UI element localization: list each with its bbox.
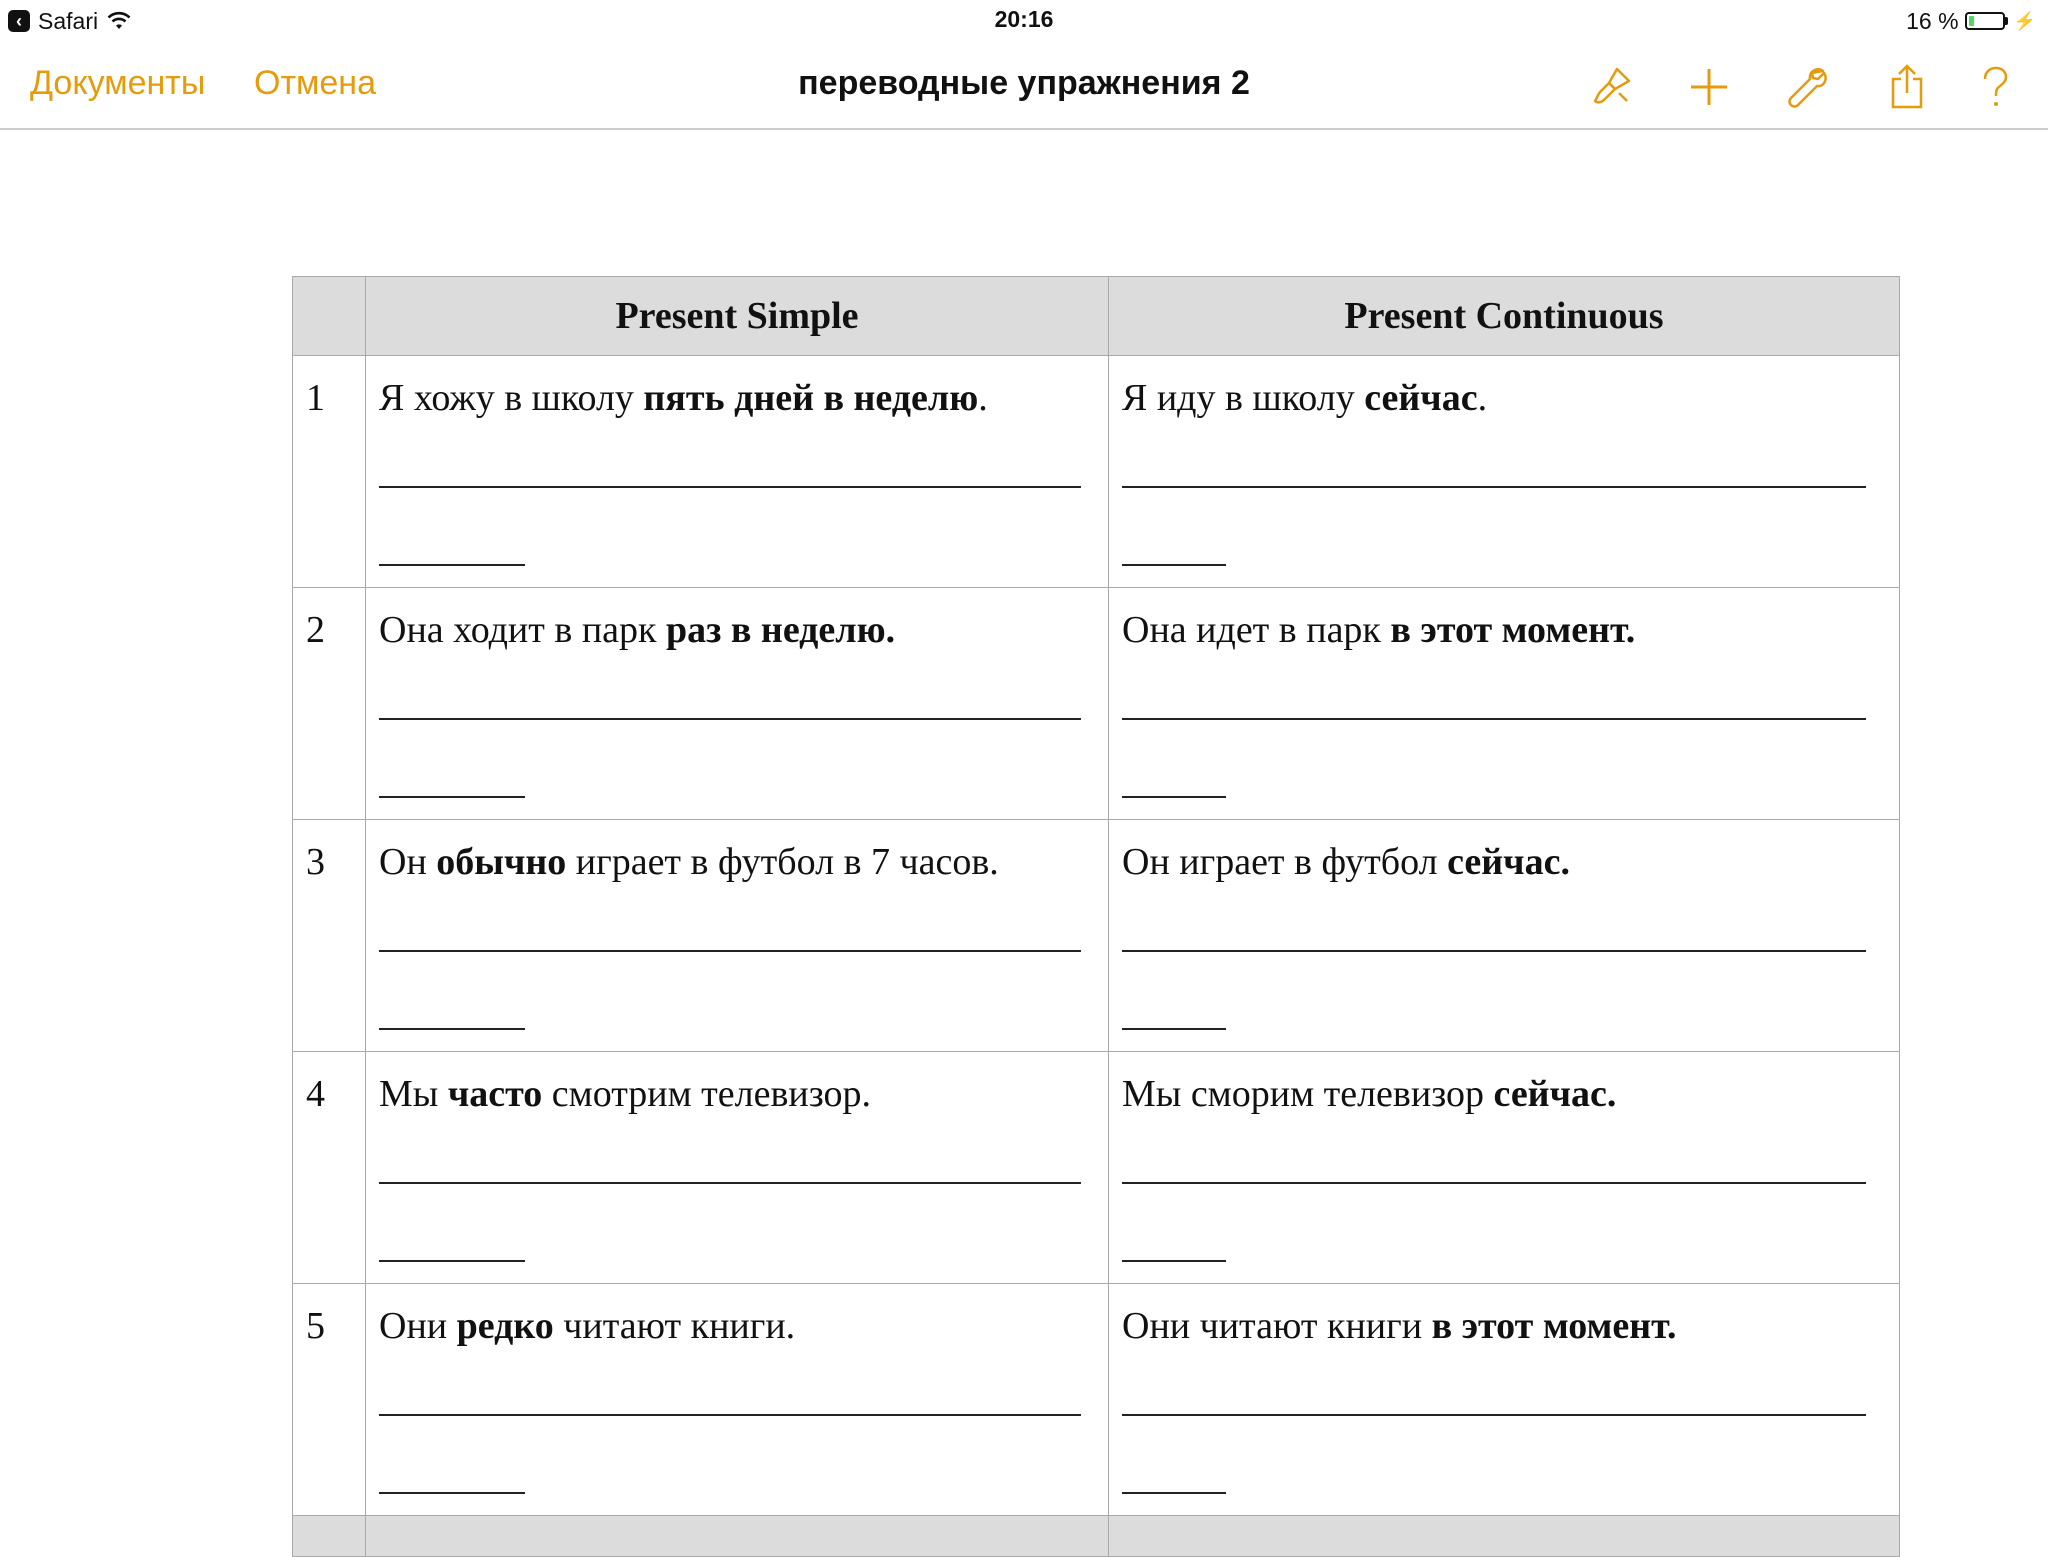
sentence-text: Она идет в парк	[1122, 609, 1391, 651]
cell-content	[1109, 588, 1899, 799]
tools-button[interactable]	[1780, 60, 1834, 114]
sentence-text: смотрим телевизор.	[542, 1073, 872, 1115]
header-present-simple: Present Simple	[366, 277, 1109, 356]
sentence-text: Я иду в школу	[1122, 377, 1365, 419]
answer-line[interactable]	[379, 1182, 1081, 1184]
answer-line-continuation[interactable]	[379, 564, 525, 566]
present-continuous-cell[interactable]	[1109, 1284, 1900, 1516]
answer-line-continuation[interactable]	[1122, 796, 1226, 798]
sentence	[1122, 1304, 1887, 1348]
sentence-text: читают книги.	[553, 1305, 796, 1347]
present-continuous-cell[interactable]	[1109, 588, 1900, 820]
header-present-continuous: Present Continuous	[1109, 277, 1900, 356]
answer-line-continuation[interactable]	[1122, 1260, 1226, 1262]
back-app-label: Safari	[38, 7, 99, 34]
status-bar	[0, 0, 2048, 42]
header-number	[293, 277, 366, 356]
answer-line-continuation[interactable]	[1122, 1492, 1226, 1494]
battery-tip	[2005, 17, 2008, 25]
cell-content	[366, 1052, 1108, 1263]
answer-line[interactable]	[1122, 1414, 1866, 1416]
table-header-row	[293, 277, 1900, 356]
sentence-keyword: часто	[447, 1073, 543, 1115]
row-number: 1	[306, 377, 325, 419]
answer-line[interactable]	[379, 486, 1081, 488]
table-row	[293, 820, 1900, 1052]
documents-button[interactable]: Документы	[30, 64, 206, 102]
sentence-keyword: в этот момент.	[1390, 609, 1636, 651]
sentence	[379, 608, 1096, 652]
partial-cell	[1109, 1516, 1900, 1557]
sentence	[379, 840, 1096, 884]
paintbrush-icon	[1587, 63, 1635, 111]
sentence	[379, 376, 1096, 420]
row-number: 3	[306, 841, 325, 883]
row-number-cell	[293, 820, 366, 1052]
sentence-text: Они	[379, 1305, 457, 1347]
share-icon	[1883, 63, 1931, 111]
sentence-text: .	[978, 377, 988, 419]
cell-content	[1109, 820, 1899, 1031]
sentence-text: .	[1477, 377, 1488, 419]
present-simple-cell[interactable]	[366, 820, 1109, 1052]
cell-content	[1109, 1284, 1899, 1495]
answer-line-continuation[interactable]	[1122, 1028, 1226, 1030]
present-continuous-cell[interactable]	[1109, 1052, 1900, 1284]
sentence-text: Мы	[379, 1073, 448, 1115]
sentence-keyword: сейчас.	[1493, 1073, 1617, 1115]
table-row	[293, 356, 1900, 588]
partial-cell	[293, 1516, 366, 1557]
sentence	[1122, 840, 1887, 884]
cell-content	[366, 820, 1108, 1031]
row-number-cell	[293, 588, 366, 820]
sentence-text: Они читают книги	[1122, 1305, 1432, 1347]
sentence	[1122, 608, 1887, 652]
answer-line-continuation[interactable]	[1122, 564, 1226, 566]
present-continuous-cell[interactable]	[1109, 356, 1900, 588]
answer-line-continuation[interactable]	[379, 1028, 525, 1030]
row-number: 4	[306, 1073, 325, 1115]
sentence	[379, 1072, 1096, 1116]
present-continuous-cell[interactable]	[1109, 820, 1900, 1052]
sentence-text: Он	[379, 841, 437, 883]
answer-line[interactable]	[1122, 950, 1866, 952]
sentence-keyword: обычно	[436, 841, 567, 883]
sentence-text: Она ходит в парк	[379, 609, 666, 651]
sentence-keyword: пять дней в неделю	[643, 377, 979, 419]
answer-line[interactable]	[1122, 1182, 1866, 1184]
present-simple-cell[interactable]	[366, 356, 1109, 588]
sentence-keyword: в этот момент.	[1431, 1305, 1677, 1347]
sentence-keyword: сейчас	[1364, 377, 1478, 419]
sentence-text: играет в футбол в 7 часов.	[566, 841, 999, 883]
cancel-button[interactable]: Отмена	[254, 64, 376, 102]
battery-percent: 16 %	[1906, 7, 1959, 34]
partial-cell	[366, 1516, 1109, 1557]
answer-line-continuation[interactable]	[379, 796, 525, 798]
row-number: 2	[306, 609, 325, 651]
wrench-icon	[1783, 63, 1831, 111]
answer-line[interactable]	[1122, 718, 1866, 720]
help-button[interactable]	[1968, 60, 2022, 114]
answer-line[interactable]	[379, 718, 1081, 720]
cell-content	[1109, 356, 1899, 567]
answer-line-continuation[interactable]	[379, 1492, 525, 1494]
sentence-keyword: редко	[456, 1305, 554, 1347]
sentence	[1122, 1072, 1887, 1116]
sentence-text: Он играет в футбол	[1122, 841, 1448, 883]
sentence-keyword: сейчас.	[1447, 841, 1570, 883]
sentence-text: Я хожу в школу	[379, 377, 644, 419]
back-arrow-icon: ‹	[8, 10, 30, 32]
cell-content	[366, 588, 1108, 799]
app-toolbar	[0, 42, 2048, 130]
document-title: переводные упражнения 2	[798, 64, 1250, 102]
table-row	[293, 1052, 1900, 1284]
sentence	[1122, 376, 1887, 420]
row-number: 5	[306, 1305, 325, 1347]
row-number-cell	[293, 356, 366, 588]
answer-line[interactable]	[379, 950, 1081, 952]
sentence-keyword: раз в неделю.	[666, 609, 896, 651]
add-button[interactable]	[1682, 60, 1736, 114]
charging-bolt-icon: ⚡	[2013, 10, 2036, 31]
row-number-cell	[293, 1052, 366, 1284]
plus-icon	[1685, 63, 1733, 111]
share-button[interactable]	[1880, 60, 1934, 114]
table-row-partial	[293, 1516, 1900, 1557]
present-simple-cell[interactable]	[366, 1284, 1109, 1516]
present-simple-cell[interactable]	[366, 588, 1109, 820]
row-number-cell	[293, 1284, 366, 1516]
document-canvas[interactable]	[292, 276, 1900, 1557]
sentence	[379, 1304, 1096, 1348]
present-simple-cell[interactable]	[366, 1052, 1109, 1284]
battery-icon	[1965, 12, 2005, 30]
answer-line-continuation[interactable]	[379, 1260, 525, 1262]
exercise-table	[292, 276, 1900, 1557]
battery-status	[1906, 6, 2036, 36]
status-time: 20:16	[994, 6, 1054, 32]
answer-line[interactable]	[1122, 486, 1866, 488]
cell-content	[366, 1284, 1108, 1495]
table-row	[293, 1284, 1900, 1516]
format-paintbrush-button[interactable]	[1584, 60, 1638, 114]
sentence-text: Мы сморим телевизор	[1122, 1073, 1494, 1115]
answer-line[interactable]	[379, 1414, 1081, 1416]
help-icon	[1971, 63, 2019, 111]
cell-content	[366, 356, 1108, 567]
cell-content	[1109, 1052, 1899, 1263]
table-row	[293, 588, 1900, 820]
